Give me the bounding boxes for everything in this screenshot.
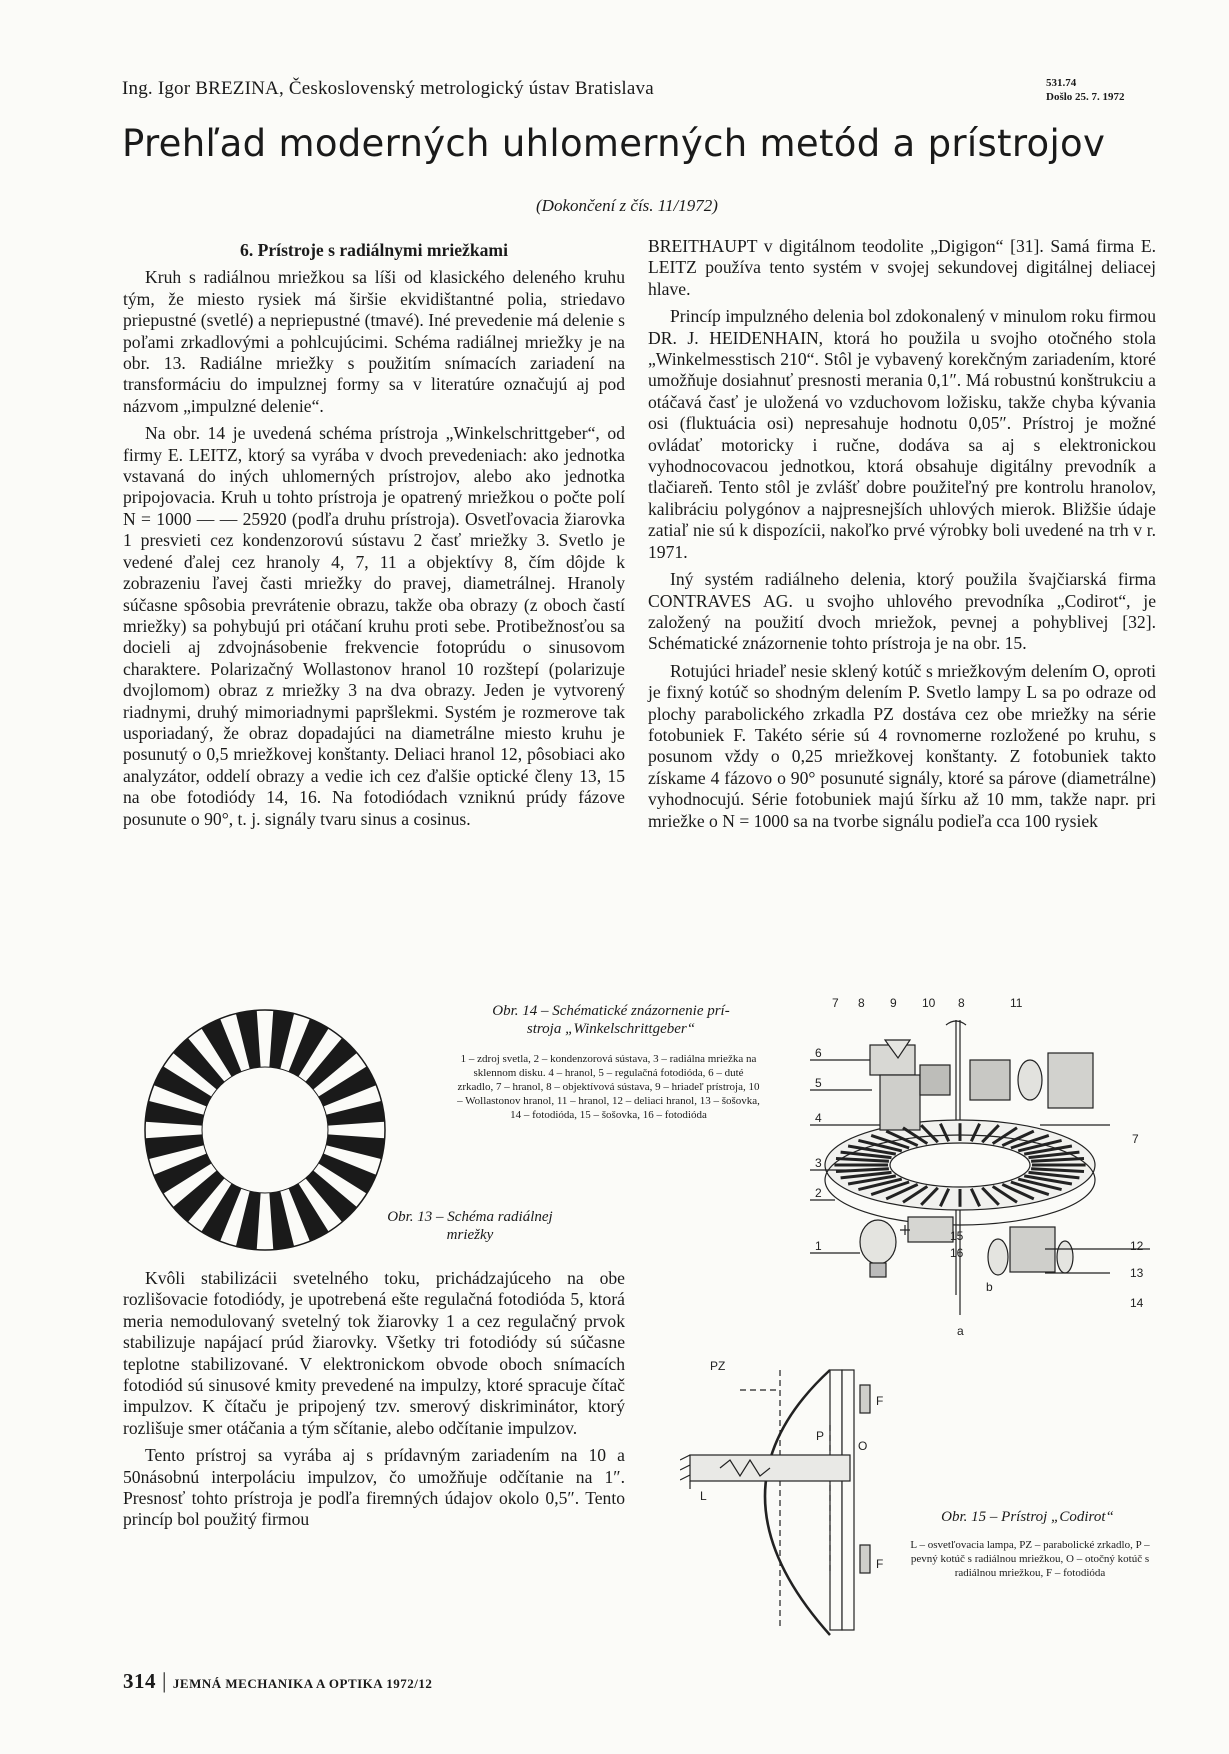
left-column bbox=[123, 240, 625, 830]
svg-text:14: 14 bbox=[1130, 1296, 1144, 1310]
paragraph: Princíp impulzného delenia bol zdokonalený v minulom roku firmou DR. J. HEIDENHAIN, ktorá ho použila u svojho otočného stola „Winkelmesstisch 210“. Stôl je vybavený korekčným zariadením, ktoré umožňuje dosiahnuť presnosti merania 0,1″. Má robustnú konštrukciu a otáčavá časť je uložená vo vzduchovom ložisku, takže chyba kývania osi (fluktuácia osi) nepresahuje hodnotu 0,05″. Prístroj je možné ovládať motoricky i ručne, dodáva sa aj s elektronickou vyhodnocovacou jednotkou, ktorá obsahuje digitálny prevodník a tlačiareň. Tento stôl je zvlášť dobre použiteľný pre kontrolu hranolov, kalibráciu polygónov a najpresnejších uhlových mierok. Bližšie údaje zatiaľ nie sú k dispozícii, nakoľko prvé výrobky boli uvedené na trh v r. 1971. bbox=[648, 306, 1156, 562]
svg-text:1: 1 bbox=[815, 1239, 822, 1253]
grating-segment bbox=[326, 1101, 385, 1126]
grating-segment bbox=[145, 1101, 204, 1126]
svg-text:10: 10 bbox=[922, 996, 936, 1010]
svg-text:7: 7 bbox=[832, 996, 839, 1010]
svg-text:L: L bbox=[700, 1489, 707, 1503]
svg-text:a: a bbox=[957, 1324, 964, 1338]
paragraph: Tento prístroj sa vyrába aj s prídavným zariadením na 10 a 50násobnú interpoláciu impulzov, čo umožňuje odčítanie na 1″. Presnosť tohto prístroja je podľa firemných údajov okolo 0,5″. Tento princíp bol použitý firmou bbox=[123, 1445, 625, 1530]
figure-14-schematic bbox=[810, 995, 1150, 1340]
svg-text:13: 13 bbox=[1130, 1266, 1144, 1280]
svg-text:5: 5 bbox=[815, 1076, 822, 1090]
svg-text:15: 15 bbox=[950, 1229, 964, 1243]
svg-text:P: P bbox=[816, 1429, 825, 1443]
grating-segment bbox=[269, 1010, 294, 1069]
journal-name: JEMNÁ MECHANIKA A OPTIKA 1972/12 bbox=[172, 1676, 433, 1691]
paragraph: Kvôli stabilizácii svetelného toku, prichádzajúceho na obe rozlišovacie fotodiódy, je upotrebená ešte regulačná fotodióda 5, ktorá meria nemodulovaný svetelný tok žiarovky 1 a cez regulačný prvok stabilizuje napájací prúd žiarovky. Všetky tri fotodiódy sú súčasne teplotne stabilizované. V elektronickom obvode oboch snímacích fotodiód sú sinusové kmity prevedené na impulzy, ktoré spracuje čítač impulzov. K čítaču je pripojený tzv. smerový diskriminátor, ktorý rozlišuje smer otáčania a tým sčítanie, alebo odčítanie impulzov. bbox=[123, 1268, 625, 1438]
paragraph: Iný systém radiálneho delenia, ktorý použila švajčiarská firma CONTRAVES AG. u svojho uhlového prevodníka „Codirot“, je založený na použití dvoch mriežok, pevnej a pohyblivej [32]. Schématické znázornenie tohto prístroja je na obr. 15. bbox=[648, 569, 1156, 654]
paragraph: Rotujúci hriadeľ nesie sklený kotúč s mriežkovým delením O, oproti je fixný kotúč so shodným delením P. Svetlo lampy L sa po odraze od plochy parabolického zrkadla PZ dostáva cez obe mriežky na série fotobuniek F. Takéto série sú 4 rovnomerne rozložené po kruhu, s posunom vždy o 0,25 mriežkovej konštanty. Z fotobuniek takto získame 4 fázovo o 90° posunuté signály, ktoré sa párove (diametrálne) vyhodnocujú. Série fotobuniek majú šírku až 10 mm, takže napr. pri mriežke o N = 1000 sa na tvorbe signálu podieľa cca 100 rysiek bbox=[648, 660, 1156, 831]
grating-segment bbox=[236, 1191, 261, 1250]
grating-segment bbox=[145, 1134, 204, 1159]
right-column bbox=[648, 236, 1156, 832]
svg-text:3: 3 bbox=[815, 1156, 822, 1170]
udc-code: 531.74 bbox=[1046, 77, 1077, 89]
received-date: Došlo 25. 7. 1972 bbox=[1046, 91, 1125, 103]
svg-text:8: 8 bbox=[958, 996, 965, 1010]
grating-segment bbox=[236, 1010, 261, 1069]
svg-text:b: b bbox=[986, 1280, 993, 1294]
svg-text:11: 11 bbox=[1010, 996, 1023, 1010]
svg-text:8: 8 bbox=[858, 996, 865, 1010]
article-title: Prehľad moderných uhlomerných metód a prístrojov bbox=[122, 122, 1106, 165]
figure-15-caption: Obr. 15 – Prístroj „Codirot“ bbox=[941, 1509, 1114, 1525]
svg-text:F: F bbox=[876, 1394, 884, 1408]
figure-13-caption: Obr. 13 – Schéma radiálnej mriežky bbox=[387, 1209, 553, 1243]
left-column-bottom bbox=[123, 1268, 625, 1531]
paragraph: Na obr. 14 je uvedená schéma prístroja „Winkelschrittgeber“, od firmy E. LEITZ, ktorý sa vyrába v dvoch prevedeniach: ako jednotka vstavaná do iných uhlomerných prístrojov, alebo ako jednotka pripojovacia. Kruh u tohto prístroja je opatrený mriežkou o počte polí N = 1000 — — 25920 (podľa druhu prístroja). Osvetľovacia žiarovka 1 presvieti cez kondenzorovú sústavu 2 časť mriežky 3. Svetlo je vedené ďalej cez hranoly 4, 7, 11 a objektívy 8, čím dôjde k zobrazeniu ľavej časti mriežky do pravej, diametrálnej. Hranoly súčasne spôsobia prevrátenie obrazu, takže oba obrazy (z oboch častí mriežky) sa pohybujú pri otáčaní kruhu proti sebe. Protibežnosťou sa docieli aj zdvojnásobenie frekvencie fotoprúdu o sinusovom charaktere. Polarizačný Wollastonov hranol 10 rozštepí (polarizuje dvojlomom) obraz z mriežky 3 na dva obrazy. Jeden je vytvorený riadnymi, druhý mimoriadnymi papršlekmi. Systém je rozmerove tak usporiadaný, že obraz dopadajúci na diametrálne miesto kruhu je posunutý o 0,5 mriežkovej konštanty. Deliaci hranol 12, pôsobiaci ako analyzátor, oddelí obrazy a vedie ich cez ďalšie optické členy 13, 15 na obe fotodiódy 14, 16. Na fotodiódach vzniknú prúdy fázove posunute o 90°, t. j. signály tvaru sinus a cosinus. bbox=[123, 423, 625, 829]
figure-14-legend: 1 – zdroj svetla, 2 – kondenzorová sústava, 3 – radiálna mriežka na sklennom disku. 4 – hranol, 5 – regulačná fotodióda, 6 – duté zrkadlo, 7 – hranol, 8 – objektívová sústava, 9 – hriadeľ prístroja, 10 – Wollastonov hranol, 11 – hranol, 12 – deliaci hranol, 13 – šošovka, 14 – fotodióda, 15 – šošovka, 16 – fotodióda bbox=[457, 1053, 760, 1121]
figure-14-caption: Obr. 14 – Schématické znázornenie prí- stroja „Winkelschrittgeber“ bbox=[492, 1003, 730, 1037]
svg-text:4: 4 bbox=[815, 1111, 822, 1125]
author-line: Ing. Igor BREZINA, Československý metrologický ústav Bratislava bbox=[122, 78, 654, 99]
grating-segment bbox=[269, 1191, 294, 1250]
paragraph: BREITHAUPT v digitálnom teodolite „Digigon“ [31]. Samá firma E. LEITZ používa tento systém v svojej sekundovej digitálnej deliacej hlave. bbox=[648, 236, 1156, 299]
article-meta bbox=[1046, 76, 1125, 104]
figure-15-legend: L – osvetľovacia lampa, PZ – parabolické zrkadlo, P – pevný kotúč s radiálnou mriežkou, O – otočný kotúč s radiálnou mriežkou, F – fotodióda bbox=[910, 1539, 1150, 1579]
page-footer: 314 | JEMNÁ MECHANIKA A OPTIKA 1972/12 bbox=[123, 1668, 433, 1693]
svg-text:7: 7 bbox=[1132, 1132, 1139, 1146]
svg-text:2: 2 bbox=[815, 1186, 822, 1200]
figure-15-schematic bbox=[680, 1350, 900, 1650]
grating-segment bbox=[326, 1134, 385, 1159]
svg-text:16: 16 bbox=[950, 1246, 964, 1260]
svg-text:9: 9 bbox=[890, 996, 897, 1010]
paragraph: Kruh s radiálnou mriežkou sa líši od klasického deleného kruhu tým, že miesto rysiek má širšie ekvidištantné polia, striedavo priepustné (svetlé) a nepriepustné (tmavé). Iné prevedenie má delenie s poľami zrkadlovými a pohlcujúcimi. Schéma radiálnej mriežky je na obr. 13. Radiálne mriežky s použitím snímacích zariadení na transformáciu do impulznej formy sa v literatúre označujú aj pod názvom „impulzné delenie“. bbox=[123, 267, 625, 416]
svg-text:O: O bbox=[858, 1439, 868, 1453]
figure-13-radial-grating bbox=[140, 1005, 390, 1255]
section-title: 6. Prístroje s radiálnymi mriežkami bbox=[240, 240, 508, 260]
svg-text:12: 12 bbox=[1130, 1239, 1144, 1253]
svg-text:6: 6 bbox=[815, 1046, 822, 1060]
page-number: 314 bbox=[123, 1669, 156, 1693]
svg-text:F: F bbox=[876, 1557, 884, 1571]
svg-text:PZ: PZ bbox=[710, 1359, 726, 1373]
continuation-note: (Dokončení z čís. 11/1972) bbox=[536, 196, 718, 215]
